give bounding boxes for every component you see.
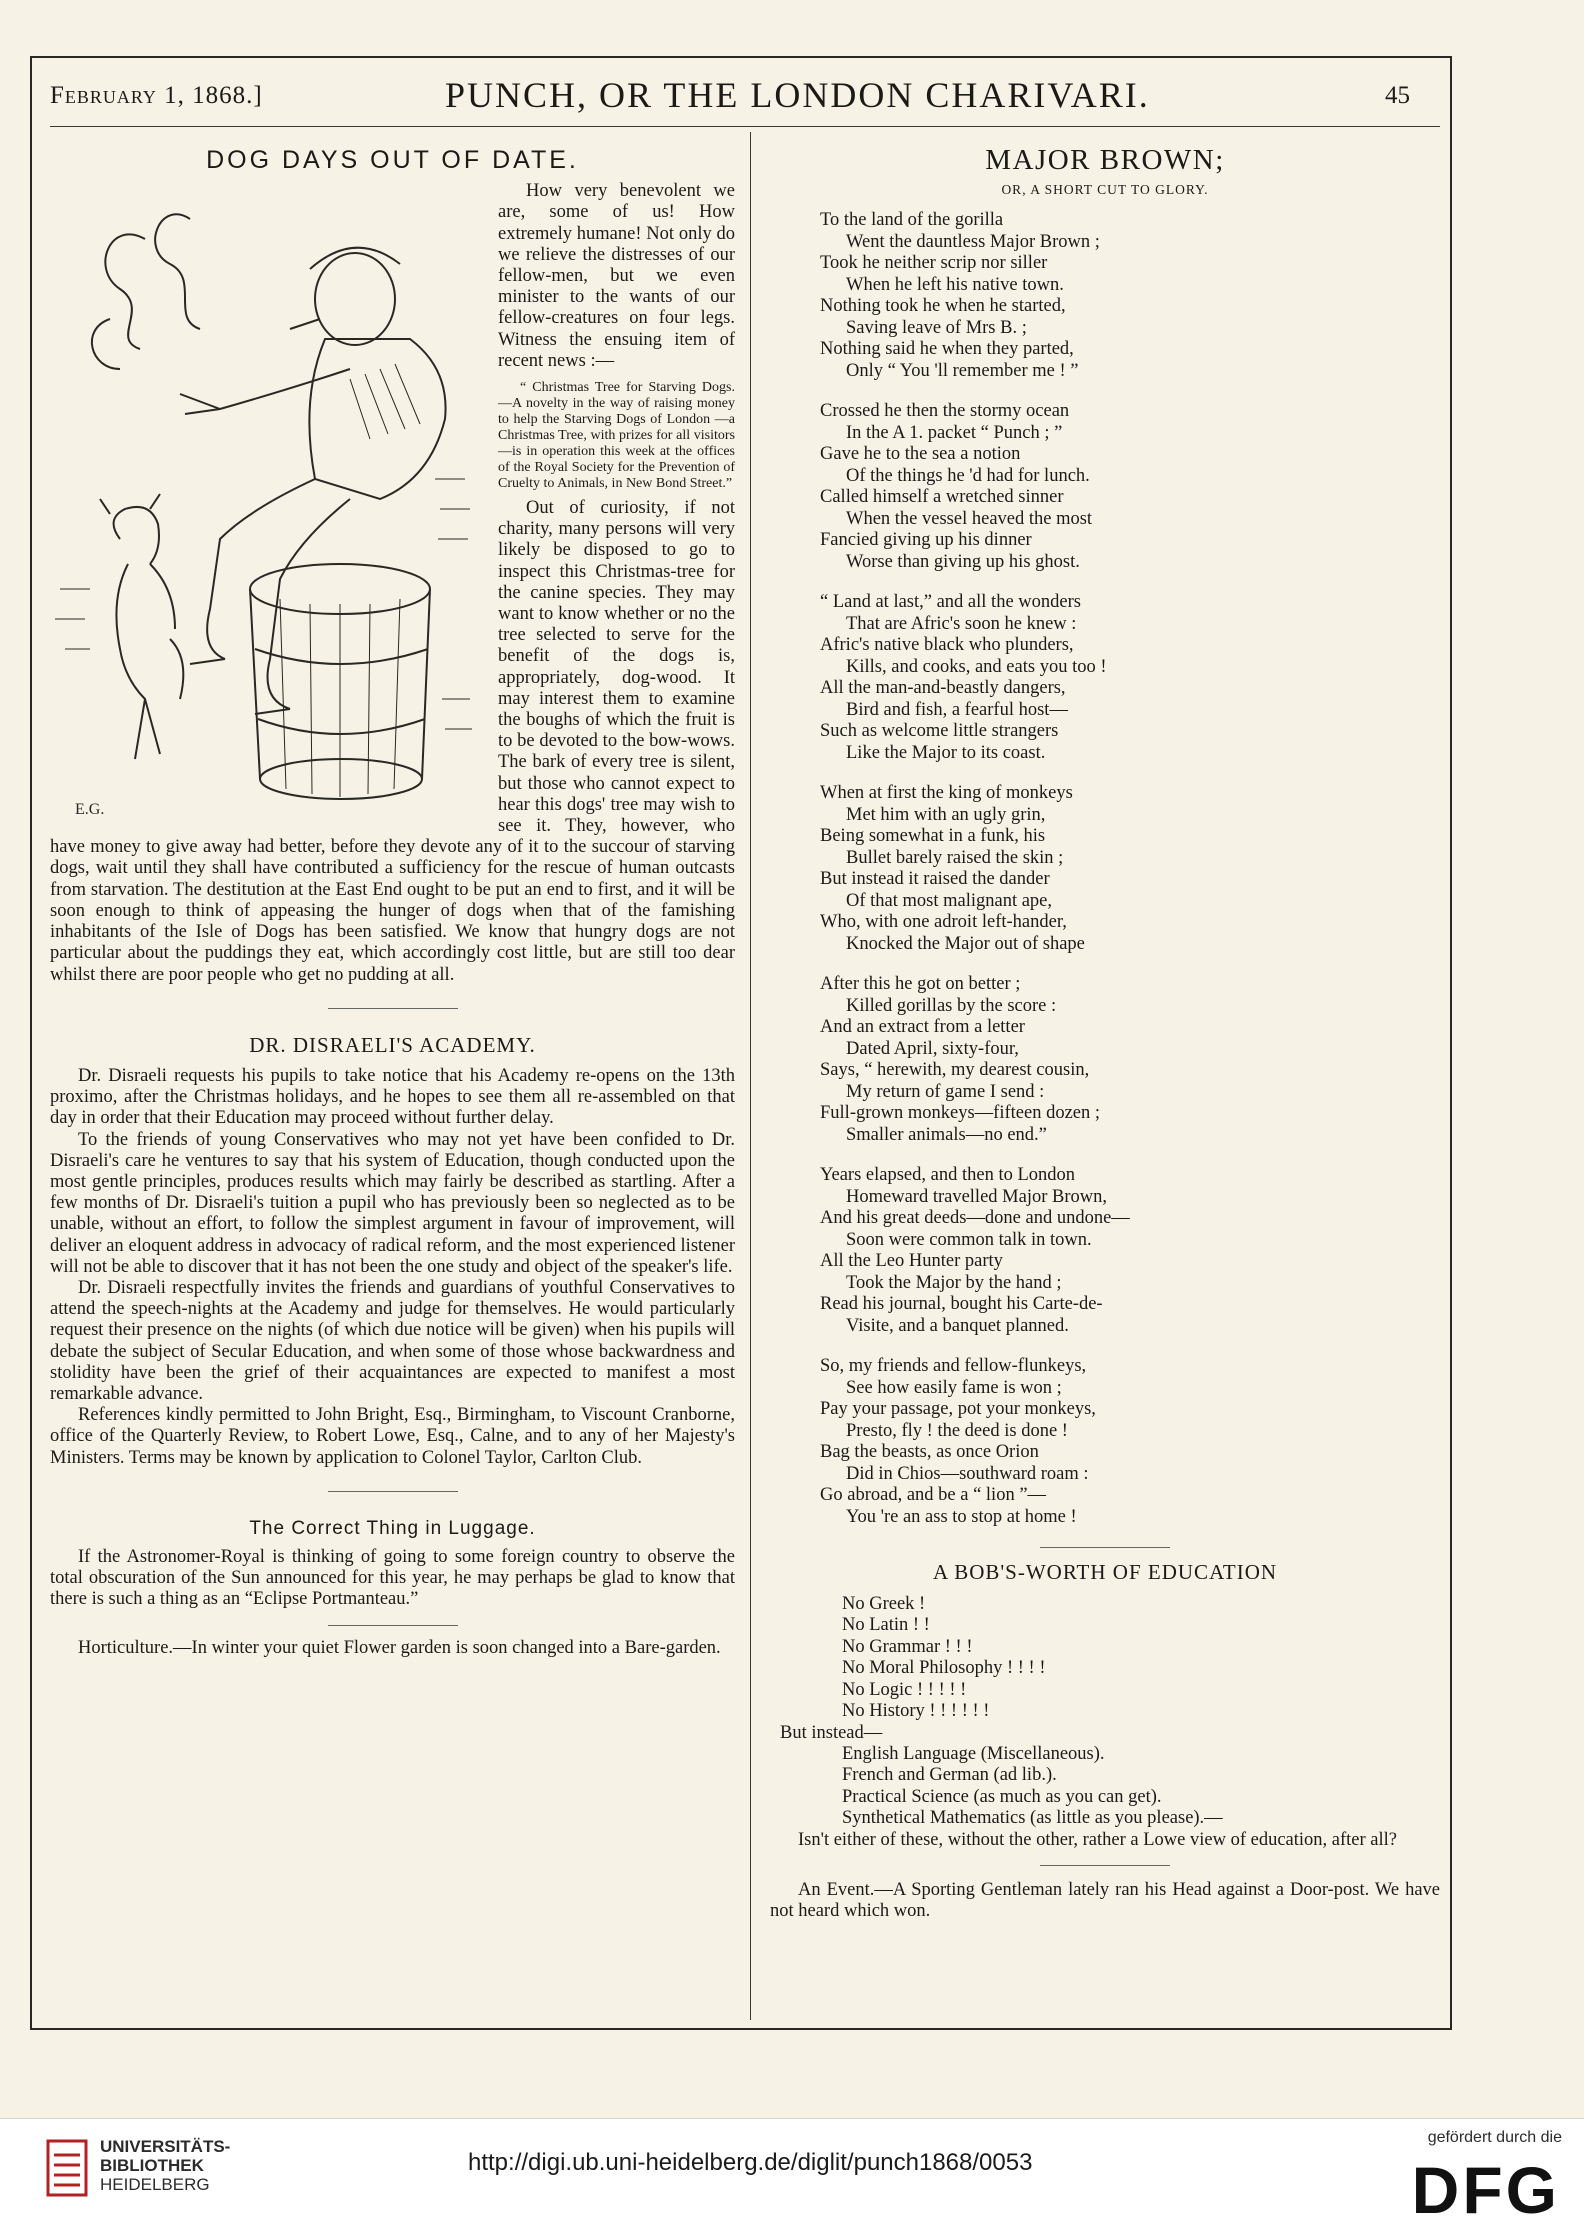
poem-line: Pay your passage, pot your monkeys, (820, 1399, 1096, 1420)
poem-line: All the Leo Hunter party (820, 1251, 1003, 1272)
instead-list-item: Synthetical Mathematics (as little as you please).— (842, 1808, 1223, 1829)
but-instead: But instead— (780, 1722, 883, 1743)
instead-list-item: English Language (Miscellaneous). (842, 1743, 1105, 1764)
source-url[interactable]: http://digi.ub.uni-heidelberg.de/diglit/punch1868/0053 (468, 2149, 1033, 2176)
instead-list-item: French and German (ad lib.). (842, 1765, 1057, 1786)
poem-stanza (820, 1165, 1440, 1337)
page-frame-right (1450, 56, 1452, 2028)
university-library-name (100, 2137, 230, 2194)
illustration-man-dog (50, 179, 480, 829)
page-frame-top (30, 56, 1450, 58)
poem-line: All the man-and-beastly dangers, (820, 678, 1066, 699)
poem-line: Bullet barely raised the skin ; (846, 847, 1064, 868)
event-text: An Event.—A Sporting Gentleman lately ran his Head against a Door-post. We have not heard which won. (770, 1880, 1440, 1922)
poem-stanza (820, 401, 1440, 573)
disraeli-paragraph: Dr. Disraeli respectfully invites the friends and guardians of youthful Conservatives to attend the speech-nights at the Academy and judge for themselves. He would particularly request their presence on the nights (of which due notice will be given) when his pupils will debate the subject of Secular Education, and when some of those whose backwardness and stolidity have been the grief of their acquaintances are expected to manifest a most remarkable advance. (50, 1277, 735, 1404)
poem-stanza (820, 783, 1440, 955)
left-column (50, 146, 735, 1659)
poem-stanzas (770, 210, 1440, 1528)
section-rule (328, 1625, 458, 1626)
poem-line: Homeward travelled Major Brown, (846, 1186, 1107, 1207)
poem-line: Says, “ herewith, my dearest cousin, (820, 1060, 1090, 1081)
poem-line: Crossed he then the stormy ocean (820, 401, 1070, 422)
poem-line: So, my friends and fellow-flunkeys, (820, 1356, 1087, 1377)
poem-line: Go abroad, and be a “ lion ”— (820, 1485, 1047, 1506)
disraeli-paragraph: To the friends of young Conservatives who may not yet have been confided to Dr. Disraeli's care he ventures to say that his system of Education, though conducted upon the most gentle principles, produces results which may fairly be described as startling. After a few months of Dr. Disraeli's tuition a pupil who has previously been so neglected as to be unable, without an effort, to follow the simplest argument in favour of improvement, will deliver an eloquent address in advocacy of radical reform, and the most experienced listener will not be able to discover that it has not been the one study and object of the speaker's life. (50, 1129, 735, 1277)
poem-line: Called himself a wretched sinner (820, 487, 1064, 508)
poem-line: Fancied giving up his dinner (820, 530, 1032, 551)
poem-line: Kills, and cooks, and eats you too ! (846, 656, 1107, 677)
poem-line: Who, with one adroit left-hander, (820, 912, 1067, 933)
institution-line: UNIVERSITÄTS- (100, 2137, 231, 2156)
poem-line: But instead it raised the dander (820, 869, 1050, 890)
major-brown-subtitle: OR, A SHORT CUT TO GLORY. (1001, 182, 1209, 198)
institution-line: HEIDELBERG (100, 2175, 210, 2194)
poem-line: Took he neither scrip nor siller (820, 253, 1048, 274)
poem-line: Years elapsed, and then to London (820, 1165, 1076, 1186)
dog-days-heading: DOG DAYS OUT OF DATE. (206, 146, 579, 174)
poem-line: After this he got on better ; (820, 974, 1021, 995)
poem-line: And an extract from a letter (820, 1017, 1025, 1038)
section-rule (1040, 1865, 1170, 1866)
woodcut-illustration (50, 179, 480, 829)
no-list-item: No History ! ! ! ! ! ! (842, 1701, 990, 1722)
poem-line: Met him with an ugly grin, (846, 804, 1046, 825)
poem-line: When the vessel heaved the most (846, 508, 1093, 529)
page-number: 45 (1385, 82, 1410, 109)
major-brown-heading: MAJOR BROWN; (985, 144, 1225, 176)
poem-line: Nothing took he when he started, (820, 296, 1066, 317)
poem-line: Bird and fish, a fearful host— (846, 699, 1068, 720)
poem-line: In the A 1. packet “ Punch ; ” (846, 422, 1063, 443)
dog-days-intro: How very benevolent we are, some of us! How extremely humane! Not only do we relieve the distresses of our fellow-men, but we even minister to the wants of our fellow-creatures on four legs. Witness the ensuing item of recent news :— (498, 181, 735, 371)
no-list-item: No Latin ! ! (842, 1615, 930, 1636)
poem-line: My return of game I send : (846, 1081, 1045, 1102)
poem-line: Saving leave of Mrs B. ; (846, 317, 1027, 338)
no-list-item: No Logic ! ! ! ! ! (842, 1679, 967, 1700)
poem-line: Went the dauntless Major Brown ; (846, 231, 1100, 252)
poem-line: Bag the beasts, as once Orion (820, 1442, 1039, 1463)
institution-line: BIBLIOTHEK (100, 2156, 204, 2175)
funded-by-label: gefördert durch die (1427, 2129, 1562, 2146)
column-divider (750, 132, 751, 2020)
poem-line: Like the Major to its coast. (846, 742, 1046, 763)
no-list (842, 1594, 1440, 1723)
poem-line: Worse than giving up his ghost. (846, 551, 1080, 572)
university-library-logo (42, 2135, 92, 2201)
poem-line: To the land of the gorilla (820, 210, 1004, 231)
poem-line: Visite, and a banquet planned. (846, 1315, 1069, 1336)
page-header (40, 68, 1420, 118)
page-frame-left (30, 56, 32, 2028)
section-rule (328, 1008, 458, 1009)
no-list-item: No Grammar ! ! ! (842, 1636, 973, 1657)
poem-line: Smaller animals—no end.” (846, 1124, 1047, 1145)
section-rule (328, 1491, 458, 1492)
bobs-worth-heading: A BOB'S-WORTH OF EDUCATION (932, 1560, 1278, 1585)
poem-line: Presto, fly ! the deed is done ! (846, 1420, 1068, 1441)
dog-days-quote: “ Christmas Tree for Starving Dogs.—A novelty in the way of raising money to help the Starving Dogs of London —a Christmas Tree, with prizes for all visitors—is in operation this week at the offices of the Royal Society for the Prevention of Cruelty to Animals, in New Bond Street.” (498, 380, 735, 492)
poem-stanza (820, 592, 1440, 764)
no-list-item: No Moral Philosophy ! ! ! ! (842, 1658, 1046, 1679)
luggage-text: If the Astronomer-Royal is thinking of going to some foreign country to observe the total obscuration of the Sun announced for this year, he may perhaps be glad to know that there is such a thing as an “Eclipse Portmanteau.” (50, 1546, 735, 1610)
poem-line: Of the things he 'd had for lunch. (846, 465, 1090, 486)
poem-line: Killed gorillas by the score : (846, 995, 1057, 1016)
dog-days-body: Out of curiosity, if not charity, many persons will very likely be disposed to go to inspect this Christmas-tree for the canine species. They may want to know whether or no the tree selected to serve for the benefit of the dogs is, appropriately, dog-wood. It may interest them to examine the boughs of which the fruit is to be devoted to the bow-wows. The bark of every tree is silent, but those who cannot expect to hear this dogs' tree may wish to see it. They, however, who have money to give away had better, before they devote any of it to the succour of starving dogs, wait until they shall have contributed a sufficiency for the rescue of human outcasts from starvation. The destitution at the East End ought to be put an end to first, and it will be soon enough to think of appeasing the hunger of dogs when that of the famishing inhabitants of the Isle of Dogs has been satisfied. We know that hungry dogs are not particular about the puddings they eat, which accordingly cost little, but are still too dear whilst there are poor people who get no pudding at all. (50, 498, 735, 985)
poem-line: Full-grown monkeys—fifteen dozen ; (820, 1103, 1101, 1124)
poem-stanza (820, 974, 1440, 1146)
poem-line: When he left his native town. (846, 274, 1064, 295)
poem-line: You 're an ass to stop at home ! (846, 1506, 1077, 1527)
instead-list (770, 1744, 1440, 1830)
poem-line: That are Afric's soon he knew : (846, 613, 1077, 634)
issue-date: February 1, 1868.] (50, 82, 263, 109)
no-list-item: No Greek ! (842, 1593, 926, 1614)
digitization-footer (0, 2118, 1584, 2236)
poem-line: Read his journal, bought his Carte-de- (820, 1294, 1103, 1315)
poem-stanza (820, 210, 1440, 382)
poem-line: Nothing said he when they parted, (820, 339, 1074, 360)
poem-line: And his great deeds—done and undone— (820, 1208, 1130, 1229)
masthead-title: PUNCH, OR THE LONDON CHARIVARI. (445, 75, 1150, 115)
poem-line: Of that most malignant ape, (846, 890, 1053, 911)
poem-line: Being somewhat in a funk, his (820, 826, 1046, 847)
section-rule (1040, 1547, 1170, 1548)
instead-list-item: Practical Science (as much as you can get). (842, 1786, 1162, 1807)
horticulture-text: Horticulture.—In winter your quiet Flower garden is soon changed into a Bare-garden. (78, 1637, 721, 1658)
poem-line: When at first the king of monkeys (820, 783, 1073, 804)
header-rule (50, 126, 1440, 127)
poem-line: Only “ You 'll remember me ! ” (846, 360, 1079, 381)
illustration-signature: E.G. (75, 801, 105, 819)
page-frame-bottom (30, 2028, 1452, 2030)
disraeli-heading: DR. DISRAELI'S ACADEMY. (249, 1032, 536, 1057)
poem-line: Knocked the Major out of shape (846, 933, 1085, 954)
poem-line: Gave he to the sea a notion (820, 444, 1021, 465)
poem-line: Soon were common talk in town. (846, 1229, 1092, 1250)
poem-line: Dated April, sixty-four, (846, 1038, 1019, 1059)
poem-line: “ Land at last,” and all the wonders (820, 592, 1081, 613)
poem-line: Such as welcome little strangers (820, 721, 1059, 742)
luggage-heading: The Correct Thing in Luggage. (249, 1517, 536, 1539)
bobs-worth-closing: Isn't either of these, without the other, rather a Lowe view of education, after all? (798, 1829, 1397, 1850)
right-column (770, 144, 1440, 1922)
poem-line: Did in Chios—southward roam : (846, 1463, 1089, 1484)
poem-line: Took the Major by the hand ; (846, 1272, 1062, 1293)
poem-line: See how easily fame is won ; (846, 1377, 1062, 1398)
disraeli-paragraph: References kindly permitted to John Bright, Esq., Birmingham, to Viscount Cranborne, office of the Quarterly Review, to Robert Lowe, Esq., Calne, and to any of her Majesty's Ministers. Terms may be known by application to Colonel Taylor, Carlton Club. (50, 1405, 735, 1468)
poem-line: Afric's native black who plunders, (820, 635, 1074, 656)
dfg-logo: DFG (1411, 2153, 1560, 2227)
poem-stanza (820, 1356, 1440, 1528)
disraeli-paragraph: Dr. Disraeli requests his pupils to take notice that his Academy re-opens on the 13th proximo, after the Christmas holidays, and he hopes to see them all re-assembled on that day in order that their Education may proceed without further delay. (50, 1065, 735, 1129)
